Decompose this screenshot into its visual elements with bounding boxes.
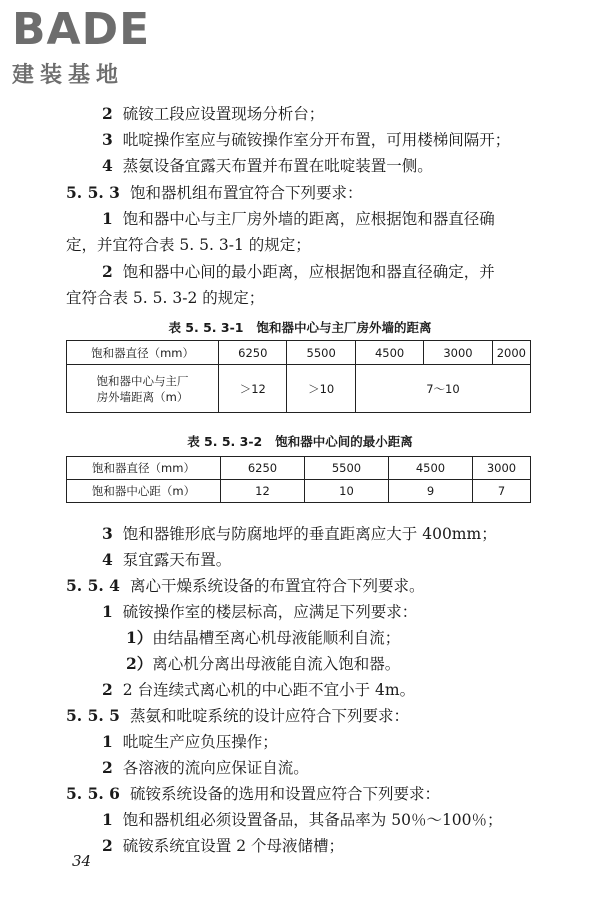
item-text: 饱和器中心与主厂房外墙的距离，应根据饱和器直径确 <box>122 210 495 228</box>
table-cell: ＞12 <box>219 365 287 413</box>
item-text: 饱和器中心间的最小距离，应根据饱和器直径确定，并 <box>122 263 495 281</box>
center-distance-table <box>66 456 531 503</box>
table-caption-title: 饱和器中心与主厂房外墙的距离 <box>256 320 432 335</box>
item-text: 各溶液的流向应保证自流。 <box>122 759 309 777</box>
item-number: 1 <box>102 810 113 829</box>
table-cell: 9 <box>389 480 473 503</box>
item-continuation: 宜符合表 5. 5. 3-2 的规定； <box>66 289 265 307</box>
clause-item <box>102 602 417 622</box>
clause-item <box>102 732 278 752</box>
sub-item-text: 由结晶槽至离心机母液能顺利自流； <box>152 629 401 647</box>
item-text: 饱和器机组必须设置备品，其备品率为 50％～100％； <box>122 811 503 829</box>
section-text: 离心干燥系统设备的布置宜符合下列要求。 <box>129 577 425 595</box>
sub-item <box>126 628 400 648</box>
item-number: 3 <box>102 130 113 149</box>
item-text: 硫铵工段应设置现场分析台； <box>122 105 325 123</box>
section-number: 5. 5. 5 <box>66 706 120 725</box>
table-caption <box>0 432 600 450</box>
item-text: 吡啶生产应负压操作； <box>122 733 278 751</box>
clause-item <box>102 836 344 856</box>
item-text: 泵宜露天布置。 <box>122 551 232 569</box>
clause-item <box>102 209 495 229</box>
table-header-cell: 饱和器直径（mm） <box>67 457 221 480</box>
item-number: 1 <box>102 209 113 228</box>
table-caption-number: 表 5. 5. 3-1 <box>168 320 244 335</box>
table-cell: 3000 <box>473 457 531 480</box>
item-number: 4 <box>102 156 113 175</box>
item-text: 硫铵系统宜设置 2 个母液储槽； <box>122 837 345 855</box>
section-heading <box>66 784 440 804</box>
clause-item <box>102 524 497 544</box>
table-cell: 2000 <box>492 341 530 365</box>
sub-item-number: 2） <box>126 654 153 673</box>
item-number: 3 <box>102 524 113 543</box>
sub-item-text: 离心机分离出母液能自流入饱和器。 <box>152 655 401 673</box>
logo-wordmark: BADE <box>12 4 151 55</box>
item-continuation: 定，并宜符合表 5. 5. 3-1 的规定； <box>66 236 311 254</box>
page-number: 34 <box>72 852 92 870</box>
item-number: 4 <box>102 550 113 569</box>
table-cell: 3000 <box>424 341 492 365</box>
table-header-cell <box>67 365 219 413</box>
item-number: 2 <box>102 758 113 777</box>
table-cell: 10 <box>305 480 389 503</box>
clause-item <box>102 104 324 124</box>
section-number: 5. 5. 4 <box>66 576 120 595</box>
item-number: 1 <box>102 602 113 621</box>
section-number: 5. 5. 3 <box>66 183 120 202</box>
logo-subtitle: 建装基地 <box>12 63 125 88</box>
table-header-line: 房外墙距离（m） <box>96 389 189 404</box>
clause-item <box>102 130 510 150</box>
section-heading <box>66 576 424 596</box>
table-cell: 5500 <box>305 457 389 480</box>
table-header-cell: 饱和器直径（mm） <box>67 341 219 365</box>
table-row <box>67 457 531 480</box>
clause-item <box>102 680 415 700</box>
table-caption-title: 饱和器中心间的最小距离 <box>275 434 413 449</box>
item-text: 2 台连续式离心机的中心距不宜小于 4m。 <box>122 681 416 699</box>
clause-item <box>102 262 495 282</box>
section-heading <box>66 706 409 726</box>
table-cell: 4500 <box>389 457 473 480</box>
item-number: 2 <box>102 104 113 123</box>
sub-item <box>126 654 400 674</box>
table-header-cell: 饱和器中心距（m） <box>67 480 221 503</box>
clause-item <box>102 810 503 830</box>
table-cell: 7～10 <box>355 365 530 413</box>
item-number: 1 <box>102 732 113 751</box>
table-caption-number: 表 5. 5. 3-2 <box>187 434 263 449</box>
table-row <box>67 480 531 503</box>
table-cell: ＞10 <box>287 365 355 413</box>
table-row <box>67 365 531 413</box>
table-cell: 7 <box>473 480 531 503</box>
table-cell: 5500 <box>287 341 355 365</box>
table-caption <box>0 318 600 336</box>
table-cell: 4500 <box>355 341 423 365</box>
section-heading <box>66 183 362 203</box>
bade-logo <box>12 6 150 89</box>
section-text: 硫铵系统设备的选用和设置应符合下列要求： <box>129 785 440 803</box>
item-number: 2 <box>102 262 113 281</box>
item-number: 2 <box>102 836 113 855</box>
table-cell: 6250 <box>219 341 287 365</box>
distance-to-wall-table <box>66 340 531 413</box>
section-text: 饱和器机组布置宜符合下列要求： <box>129 184 363 202</box>
item-text: 饱和器锥形底与防腐地坪的垂直距离应大于 400mm； <box>122 525 497 543</box>
table-header-line: 饱和器中心与主厂 <box>96 373 189 388</box>
item-text: 吡啶操作室应与硫铵操作室分开布置，可用楼梯间隔开； <box>122 131 511 149</box>
section-text: 蒸氨和吡啶系统的设计应符合下列要求： <box>129 707 409 725</box>
table-row <box>67 341 531 365</box>
clause-item <box>102 156 433 176</box>
item-text: 蒸氨设备宜露天布置并布置在吡啶装置一侧。 <box>122 157 433 175</box>
item-text: 硫铵操作室的楼层标高，应满足下列要求： <box>122 603 418 621</box>
table-cell: 12 <box>221 480 305 503</box>
item-number: 2 <box>102 680 113 699</box>
section-number: 5. 5. 6 <box>66 784 120 803</box>
clause-item <box>102 758 309 778</box>
sub-item-number: 1） <box>126 628 153 647</box>
clause-item <box>102 550 231 570</box>
table-cell: 6250 <box>221 457 305 480</box>
